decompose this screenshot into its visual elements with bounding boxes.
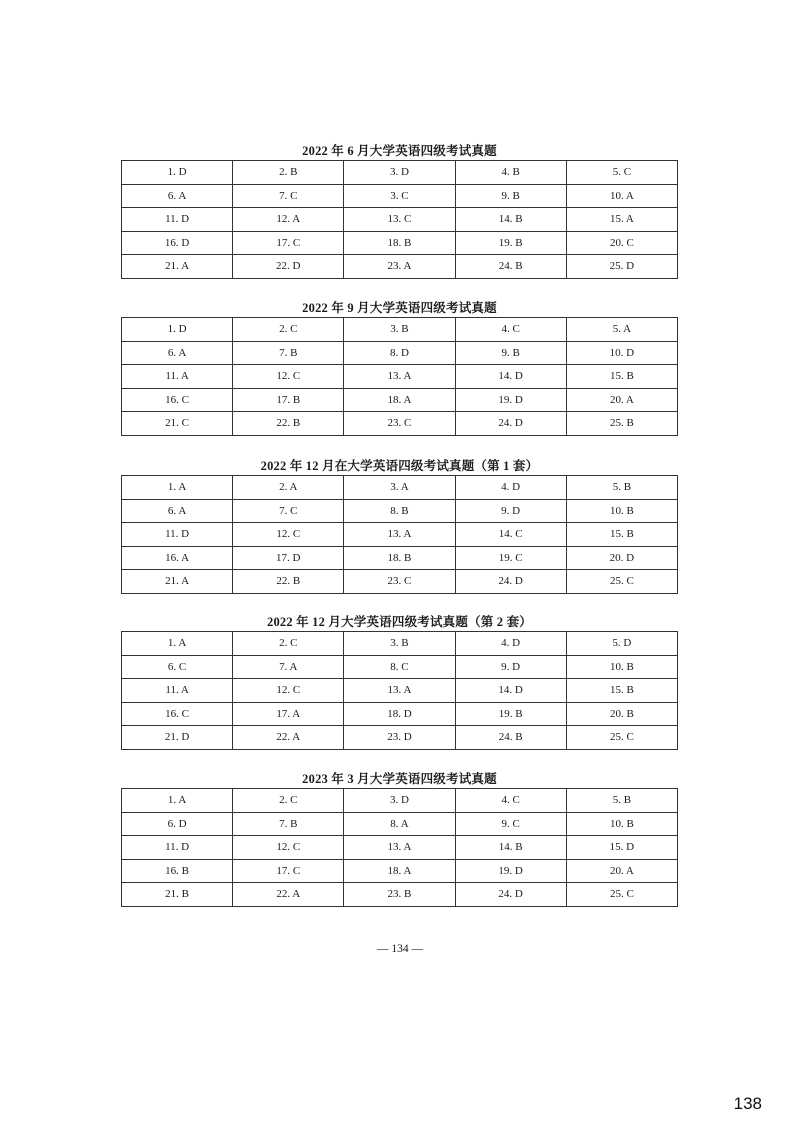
answer-cell: 21. D [122,726,233,750]
answer-cell: 20. D [566,546,677,570]
answer-table [121,160,678,279]
answer-cell: 23. A [344,255,455,279]
answer-cell: 9. B [455,184,566,208]
answer-cell: 1. A [122,476,233,500]
answer-cell: 11. D [122,836,233,860]
table-row [122,726,678,750]
answer-cell: 4. C [455,789,566,813]
answer-cell: 10. B [566,655,677,679]
answer-cell: 7. C [233,184,344,208]
table-row [122,570,678,594]
answer-cell: 8. B [344,499,455,523]
answer-cell: 15. B [566,679,677,703]
section-title: 2023 年 3 月大学英语四级考试真题 [302,772,497,786]
answer-cell: 17. D [233,546,344,570]
answer-cell: 22. B [233,570,344,594]
answer-table [121,317,678,436]
answer-cell: 3. B [344,632,455,656]
answer-cell: 2. C [233,318,344,342]
answer-cell: 9. D [455,499,566,523]
table-row [122,523,678,547]
answer-cell: 10. A [566,184,677,208]
section-title: 2022 年 12 月在大学英语四级考试真题（第 1 套） [260,459,539,473]
table-row [122,318,678,342]
answer-cell: 11. A [122,679,233,703]
answer-cell: 3. B [344,318,455,342]
table-row [122,679,678,703]
answer-cell: 2. A [233,476,344,500]
answer-cell: 4. B [455,161,566,185]
answer-cell: 2. C [233,789,344,813]
answer-cell: 25. B [566,412,677,436]
answer-cell: 11. D [122,208,233,232]
answer-cell: 1. D [122,161,233,185]
answer-cell: 17. A [233,702,344,726]
answer-cell: 25. C [566,883,677,907]
answer-cell: 3. D [344,161,455,185]
answer-table [121,631,678,750]
answer-cell: 12. C [233,836,344,860]
answer-cell: 14. B [455,208,566,232]
section-title: 2022 年 9 月大学英语四级考试真题 [302,301,497,315]
answer-cell: 18. D [344,702,455,726]
answer-cell: 22. B [233,412,344,436]
answer-section-2022-06 [121,142,678,279]
answer-cell: 9. B [455,341,566,365]
answer-cell: 24. D [455,412,566,436]
table-row [122,365,678,389]
answer-cell: 15. B [566,523,677,547]
table-row [122,255,678,279]
table-row [122,388,678,412]
answer-cell: 17. B [233,388,344,412]
answer-cell: 22. D [233,255,344,279]
answer-cell: 19. B [455,702,566,726]
answer-cell: 17. C [233,859,344,883]
answer-cell: 20. B [566,702,677,726]
answer-cell: 17. C [233,231,344,255]
table-row [122,859,678,883]
table-row [122,632,678,656]
answer-cell: 25. C [566,726,677,750]
answer-cell: 25. C [566,570,677,594]
answer-cell: 19. B [455,231,566,255]
answer-cell: 20. C [566,231,677,255]
answer-cell: 7. C [233,499,344,523]
table-row [122,341,678,365]
answer-cell: 6. D [122,812,233,836]
answer-cell: 24. B [455,255,566,279]
answer-cell: 13. A [344,679,455,703]
answer-cell: 4. C [455,318,566,342]
answer-cell: 25. D [566,255,677,279]
answer-cell: 16. C [122,702,233,726]
table-row [122,499,678,523]
answer-cell: 12. C [233,679,344,703]
section-title: 2022 年 12 月大学英语四级考试真题（第 2 套） [267,615,532,629]
section-title: 2022 年 6 月大学英语四级考试真题 [302,144,497,158]
answer-cell: 13. A [344,836,455,860]
table-row [122,161,678,185]
table-row [122,546,678,570]
answer-cell: 18. A [344,388,455,412]
answer-cell: 9. C [455,812,566,836]
answer-table [121,788,678,907]
answer-cell: 15. D [566,836,677,860]
answer-section-2022-12-set1 [121,457,678,594]
table-row [122,702,678,726]
answer-cell: 13. C [344,208,455,232]
answer-cell: 6. C [122,655,233,679]
sheet-number: 138 [733,1094,762,1113]
answer-cell: 23. D [344,726,455,750]
answer-cell: 5. A [566,318,677,342]
answer-cell: 14. C [455,523,566,547]
answer-cell: 4. D [455,476,566,500]
answer-cell: 16. C [122,388,233,412]
table-row [122,412,678,436]
table-row [122,812,678,836]
table-row [122,231,678,255]
answer-cell: 22. A [233,883,344,907]
answer-cell: 16. A [122,546,233,570]
answer-cell: 12. C [233,523,344,547]
answer-cell: 6. A [122,499,233,523]
answer-cell: 21. C [122,412,233,436]
answer-section-2022-12-set2 [121,613,678,750]
answer-cell: 21. A [122,255,233,279]
table-row [122,836,678,860]
answer-cell: 8. C [344,655,455,679]
answer-cell: 21. A [122,570,233,594]
answer-cell: 18. A [344,859,455,883]
answer-cell: 1. A [122,632,233,656]
answer-cell: 14. D [455,365,566,389]
answer-cell: 22. A [233,726,344,750]
answer-cell: 12. A [233,208,344,232]
answer-cell: 19. D [455,388,566,412]
answer-cell: 2. B [233,161,344,185]
answer-cell: 5. D [566,632,677,656]
answer-cell: 3. D [344,789,455,813]
answer-cell: 23. B [344,883,455,907]
answer-cell: 4. D [455,632,566,656]
answer-table [121,475,678,594]
answer-cell: 1. A [122,789,233,813]
answer-cell: 15. A [566,208,677,232]
answer-cell: 23. C [344,570,455,594]
answer-cell: 7. A [233,655,344,679]
table-row [122,476,678,500]
answer-section-2023-03 [121,770,678,907]
answer-cell: 24. D [455,570,566,594]
answer-cell: 16. B [122,859,233,883]
answer-cell: 3. C [344,184,455,208]
page-number: — 134 — [377,943,423,955]
answer-cell: 19. C [455,546,566,570]
table-row [122,883,678,907]
answer-cell: 10. B [566,499,677,523]
answer-cell: 24. B [455,726,566,750]
answer-cell: 13. A [344,523,455,547]
answer-cell: 18. B [344,231,455,255]
answer-cell: 12. C [233,365,344,389]
answer-cell: 10. B [566,812,677,836]
answer-cell: 16. D [122,231,233,255]
table-row [122,789,678,813]
answer-cell: 1. D [122,318,233,342]
answer-section-2022-09 [121,299,678,436]
answer-cell: 5. B [566,789,677,813]
answer-cell: 8. D [344,341,455,365]
table-row [122,208,678,232]
answer-cell: 7. B [233,812,344,836]
answer-cell: 18. B [344,546,455,570]
answer-cell: 15. B [566,365,677,389]
answer-cell: 6. A [122,341,233,365]
answer-cell: 21. B [122,883,233,907]
answer-cell: 6. A [122,184,233,208]
answer-cell: 19. D [455,859,566,883]
answer-cell: 7. B [233,341,344,365]
answer-cell: 8. A [344,812,455,836]
answer-cell: 10. D [566,341,677,365]
answer-cell: 20. A [566,388,677,412]
answer-cell: 11. A [122,365,233,389]
answer-cell: 3. A [344,476,455,500]
answer-cell: 2. C [233,632,344,656]
answer-cell: 20. A [566,859,677,883]
answer-cell: 14. D [455,679,566,703]
answer-cell: 24. D [455,883,566,907]
answer-cell: 5. C [566,161,677,185]
table-row [122,184,678,208]
answer-cell: 14. B [455,836,566,860]
answer-cell: 11. D [122,523,233,547]
answer-cell: 9. D [455,655,566,679]
answer-cell: 23. C [344,412,455,436]
answer-cell: 5. B [566,476,677,500]
answer-cell: 13. A [344,365,455,389]
table-row [122,655,678,679]
